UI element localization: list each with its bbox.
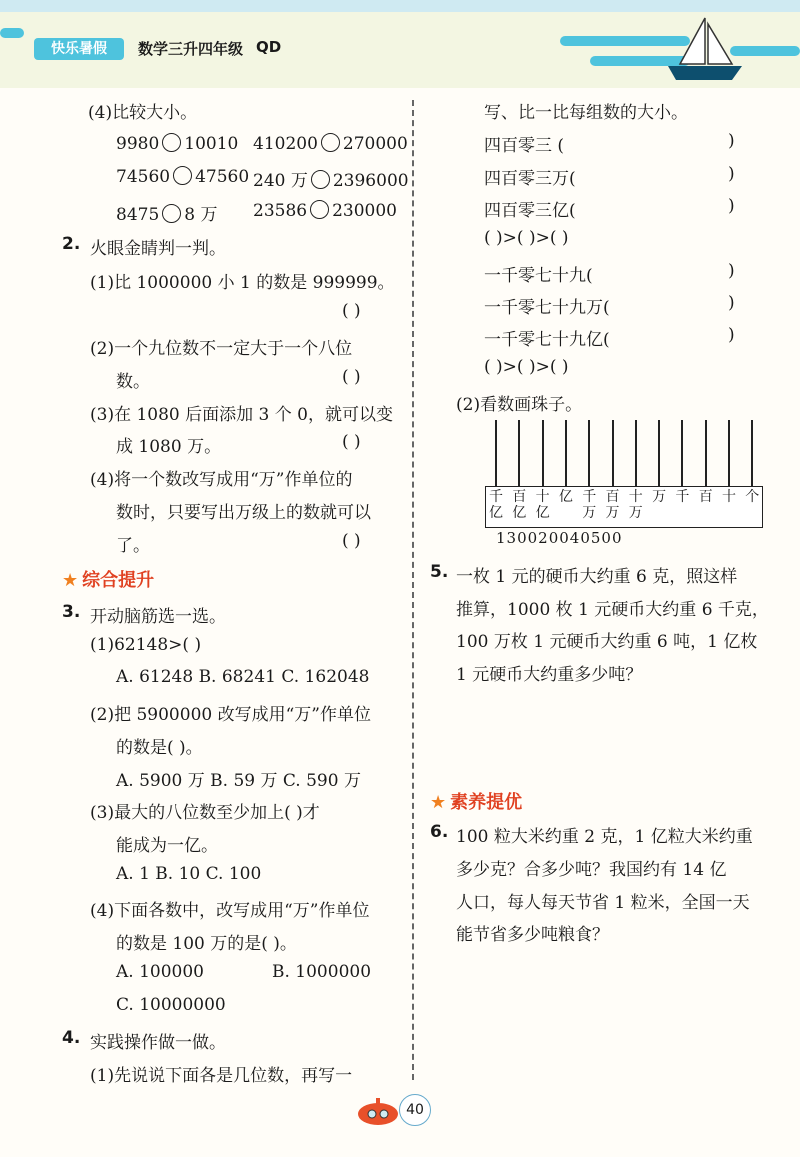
column-divider <box>412 100 414 1080</box>
abacus-base <box>485 486 763 528</box>
q2-item: 数。 <box>116 372 150 392</box>
answer-paren[interactable]: ( ) <box>342 367 361 387</box>
abacus-rod[interactable] <box>542 420 544 488</box>
section-title: 综合提升 <box>82 570 155 591</box>
answer-paren[interactable]: ( ) <box>342 531 361 551</box>
close-paren: ) <box>728 261 735 281</box>
number-word-text: 一千零七十九万 <box>484 298 603 318</box>
number-word: 四百零三亿( <box>484 201 576 221</box>
q3-options: A. 5900 万 B. 59 万 C. 590 万 <box>116 771 361 791</box>
compare-circle[interactable] <box>162 133 181 152</box>
abacus-rod[interactable] <box>518 420 520 488</box>
number-word: 一千零七十九( <box>484 266 593 286</box>
q2-item: 了。 <box>116 536 150 556</box>
compare-value: 47560 <box>195 167 250 187</box>
compare-circle[interactable] <box>173 166 192 185</box>
compare-value: 2396000 <box>332 171 409 191</box>
q2-number: 2. <box>62 234 81 254</box>
abacus-rod[interactable] <box>705 420 707 488</box>
compare-value: 8475 <box>116 205 160 225</box>
abacus-rod[interactable] <box>635 420 637 488</box>
number-word: 四百零三万( <box>484 169 576 189</box>
abacus-place-label: 万 <box>652 489 667 505</box>
q5-line: 100 万枚 1 元硬币大约重 6 吨，1 亿枚 <box>456 632 758 652</box>
q3-number: 3. <box>62 602 81 622</box>
submarine-icon <box>354 1090 404 1130</box>
q2-item: (1)比 1000000 小 1 的数是 999999。 <box>90 273 395 293</box>
header-stripe <box>0 28 24 38</box>
q3-option: A. 100000 <box>116 962 204 982</box>
abacus-rod[interactable] <box>681 420 683 488</box>
abacus-place-label: 百 亿 <box>512 489 527 521</box>
section-heading <box>62 566 154 592</box>
compare-value: 23586 <box>253 201 308 221</box>
compare-value: 8 万 <box>184 205 218 225</box>
compare-value: 74560 <box>116 167 171 187</box>
compare-row <box>253 133 408 154</box>
q6-line: 多少克？合多少吨？我国约有 14 亿 <box>456 860 727 880</box>
star-icon: ★ <box>62 570 79 591</box>
abacus-place-label: 亿 <box>558 489 573 505</box>
compare-row <box>116 166 249 187</box>
abacus-place-label: 千 万 <box>582 489 597 521</box>
q2-item: 成 1080 万。 <box>116 437 222 457</box>
compare-value: 240 万 <box>253 171 308 191</box>
q4-title: 实践操作做一做。 <box>90 1033 226 1053</box>
q3-item: 的数是 100 万的是( )。 <box>116 934 297 954</box>
answer-paren[interactable]: ( ) <box>342 432 361 452</box>
abacus-place-label: 十 <box>722 489 736 505</box>
q2-item: 数时，只要写出万级上的数就可以 <box>116 503 371 523</box>
header-title: 数学三升四年级 <box>138 40 244 58</box>
compare-value: 270000 <box>342 134 408 154</box>
compare-value: 10010 <box>184 134 239 154</box>
abacus-number: 130020040500 <box>496 529 623 547</box>
q2-title: 火眼金睛判一判。 <box>90 239 226 259</box>
header-badge: 快乐暑假 <box>34 38 124 60</box>
compare-chain[interactable]: ( )>( )>( ) <box>484 357 569 377</box>
q6-line: 能节省多少吨粮食？ <box>456 925 609 945</box>
number-word-text: 四百零三亿 <box>484 201 569 221</box>
q5-line: 1 元硬币大约重多少吨？ <box>456 665 643 685</box>
compare-circle[interactable] <box>162 204 181 223</box>
abacus-place-label: 百 万 <box>605 489 620 521</box>
q3-item: (3)最大的八位数至少加上( )才 <box>90 803 320 823</box>
close-paren: ) <box>728 164 735 184</box>
q2-item: (2)一个九位数不一定大于一个八位 <box>90 339 353 359</box>
header-edition: QD <box>256 38 282 56</box>
compare-circle[interactable] <box>311 170 330 189</box>
page-header <box>0 0 800 88</box>
section-title: 素养提优 <box>450 792 523 813</box>
number-word-text: 一千零七十九 <box>484 266 586 286</box>
q4-continued: 写、比一比每组数的大小。 <box>484 103 688 123</box>
abacus <box>485 420 765 530</box>
abacus-place-label: 千 <box>675 489 690 505</box>
number-word-text: 一千零七十九亿 <box>484 330 603 350</box>
q3-item: 的数是( )。 <box>116 738 203 758</box>
answer-paren[interactable]: ( ) <box>342 301 361 321</box>
q6-line: 人口，每人每天节省 1 粒米，全国一天 <box>456 893 750 913</box>
q6-number: 6. <box>430 822 449 842</box>
q3-item: 能成为一亿。 <box>116 836 218 856</box>
close-paren: ) <box>728 131 735 151</box>
compare-row <box>253 166 409 191</box>
q4-item: (1)先说说下面各是几位数，再写一 <box>90 1066 353 1086</box>
q3-item: (2)把 5900000 改写成用“万”作单位 <box>90 705 371 725</box>
q5-line: 一枚 1 元的硬币大约重 6 克，照这样 <box>456 567 738 587</box>
number-word-text: 四百零三万 <box>484 169 569 189</box>
header-sky <box>0 0 800 12</box>
abacus-rod[interactable] <box>588 420 590 488</box>
section-heading <box>430 788 522 814</box>
abacus-place-label: 十 万 <box>628 489 643 521</box>
sailboat-icon <box>660 14 750 84</box>
compare-circle[interactable] <box>321 133 340 152</box>
q3-option: C. 10000000 <box>116 995 226 1015</box>
number-word: 一千零七十九万( <box>484 298 610 318</box>
compare-value: 230000 <box>332 201 397 221</box>
number-word: 一千零七十九亿( <box>484 330 610 350</box>
abacus-rod[interactable] <box>612 420 614 488</box>
q6-line: 100 粒大米约重 2 克，1 亿粒大米约重 <box>456 827 753 847</box>
number-word-text: 四百零三 <box>484 136 552 156</box>
abacus-rod[interactable] <box>658 420 660 488</box>
q2-item: (3)在 1080 后面添加 3 个 0，就可以变 <box>90 405 393 425</box>
close-paren: ) <box>728 293 735 313</box>
q5-line: 推算，1000 枚 1 元硬币大约重 6 千克， <box>456 600 769 620</box>
compare-row <box>253 200 397 221</box>
q3-options: A. 61248 B. 68241 C. 162048 <box>116 667 370 687</box>
abacus-rod[interactable] <box>565 420 567 488</box>
number-word: 四百零三 ( <box>484 136 565 156</box>
close-paren: ) <box>728 325 735 345</box>
compare-value: 410200 <box>253 134 318 154</box>
close-paren: ) <box>728 196 735 216</box>
compare-row <box>116 200 218 225</box>
compare-chain[interactable]: ( )>( )>( ) <box>484 228 569 248</box>
abacus-rod[interactable] <box>728 420 730 488</box>
star-icon: ★ <box>430 792 447 813</box>
abacus-rod[interactable] <box>495 420 497 488</box>
q4-number: 4. <box>62 1028 81 1048</box>
compare-circle[interactable] <box>310 200 329 219</box>
abacus-place-label: 千 亿 <box>489 489 503 521</box>
abacus-place-label: 十 亿 <box>535 489 550 521</box>
q4-part2: (2)看数画珠子。 <box>456 395 583 415</box>
q1-4-label: (4)比较大小。 <box>88 103 198 123</box>
abacus-place-label: 百 <box>698 489 713 505</box>
q3-item: (4)下面各数中，改写成用“万”作单位 <box>90 901 370 921</box>
page-number: 40 <box>399 1094 431 1126</box>
q3-option: B. 1000000 <box>272 962 372 982</box>
q3-options: A. 1 B. 10 C. 100 <box>116 864 262 884</box>
compare-value: 9980 <box>116 134 160 154</box>
q5-number: 5. <box>430 562 449 582</box>
abacus-place-label: 个 <box>745 489 760 505</box>
compare-row <box>116 133 238 154</box>
q2-item: (4)将一个数改写成用“万”作单位的 <box>90 470 353 490</box>
abacus-rod[interactable] <box>751 420 753 488</box>
q3-title: 开动脑筋选一选。 <box>90 607 226 627</box>
q3-item: (1)62148>( ) <box>90 635 202 655</box>
